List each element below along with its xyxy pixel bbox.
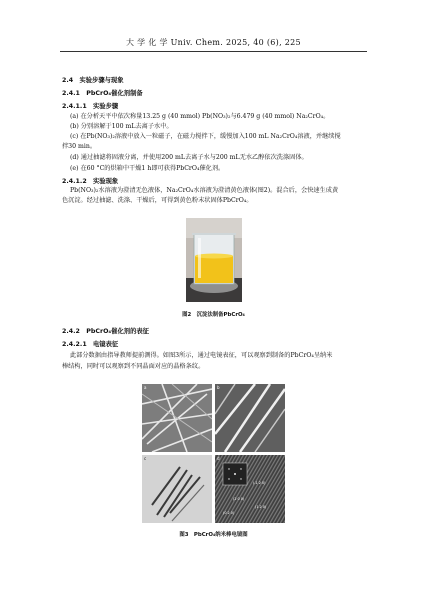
figure-2-caption: 图2 沉淀法制备PbCrO₄ xyxy=(182,312,245,318)
section-2-4-1-2-heading: 2.4.1.2 实验现象 xyxy=(62,178,119,185)
beaker-illustration xyxy=(186,218,242,302)
annotation-2: (2 0 0) xyxy=(233,497,245,501)
panel-a-label: a xyxy=(144,385,147,390)
phenomenon-line-1: Pb(NO₃)₂水溶液为澄清无色液体，Na₂CrO₄水溶液为澄清黄色液体(图2)。混合后，会快速生成黄 xyxy=(70,187,339,194)
panel-b xyxy=(215,384,285,452)
characterization-line-1: 此部分数据由指导教师提前测得。如图3所示，通过电镜表征，可以观察到制备的PbCrO₄呈纳米 xyxy=(70,352,333,359)
step-c-cont: 拌30 min。 xyxy=(62,143,97,150)
panel-a xyxy=(142,384,212,452)
section-2-4-1-1-heading: 2.4.1.1 实验步骤 xyxy=(62,103,119,110)
figure-2-photo xyxy=(186,218,242,302)
step-e: (e) 在60 °C的烘箱中干燥1 h即可获得PbCrO₄催化剂。 xyxy=(70,165,225,172)
header-rule xyxy=(60,51,367,52)
section-2-4-1-heading: 2.4.1 PbCrO₄催化剂制备 xyxy=(62,90,143,97)
annotation-4: (0 2 0) xyxy=(223,511,235,515)
phenomenon-line-2: 色沉淀。经过抽滤、洗涤、干燥后，可得到黄色粉末状固体PbCrO₄。 xyxy=(62,197,253,204)
step-c: (c) 在Pb(NO₃)₂溶液中放入一粒磁子，在磁力搅拌下，缓慢加入100 mL Na₂CrO₄溶液，并继续搅 xyxy=(70,133,341,140)
panel-b-label: b xyxy=(217,385,220,390)
step-a: (a) 在分析天平中依次称量13.25 g (40 mmol) Pb(NO₃)₂与6.479 g (40 mmol) Na₂CrO₄。 xyxy=(70,113,330,120)
section-2-4-2-1-heading: 2.4.2.1 电镜表征 xyxy=(62,341,119,348)
panel-d-label: d xyxy=(217,456,220,461)
nanorod-sem-image-a xyxy=(142,384,212,452)
panel-d xyxy=(215,455,285,523)
section-2-4-2-heading: 2.4.2 PbCrO₄催化剂的表征 xyxy=(62,328,149,335)
panel-c xyxy=(142,455,212,523)
journal-header: 大 学 化 学 Univ. Chem. 2025, 40 (6), 225 xyxy=(126,38,301,47)
characterization-line-2: 棒结构，同时可以观察到不同晶面对应的晶格条纹。 xyxy=(62,363,205,370)
annotation-1: (-1 2 0) xyxy=(253,481,266,485)
nanorod-sem-image-b xyxy=(215,384,285,452)
annotation-3: (1 2 0) xyxy=(255,505,267,509)
nanorod-tem-image-c xyxy=(142,455,212,523)
figure-3-caption: 图3 PbCrO₄纳米棒电镜图 xyxy=(179,532,248,538)
step-d: (d) 通过抽滤将固液分离，并使用200 mL去离子水与200 mL无水乙醇依次洗涤固体。 xyxy=(70,154,308,161)
step-b: (b) 分别溶解于100 mL去离子水中。 xyxy=(70,123,173,130)
section-2-4-heading: 2.4 实验步骤与现象 xyxy=(62,77,124,84)
panel-c-label: c xyxy=(144,456,147,461)
figure-3-image-grid xyxy=(142,384,285,524)
